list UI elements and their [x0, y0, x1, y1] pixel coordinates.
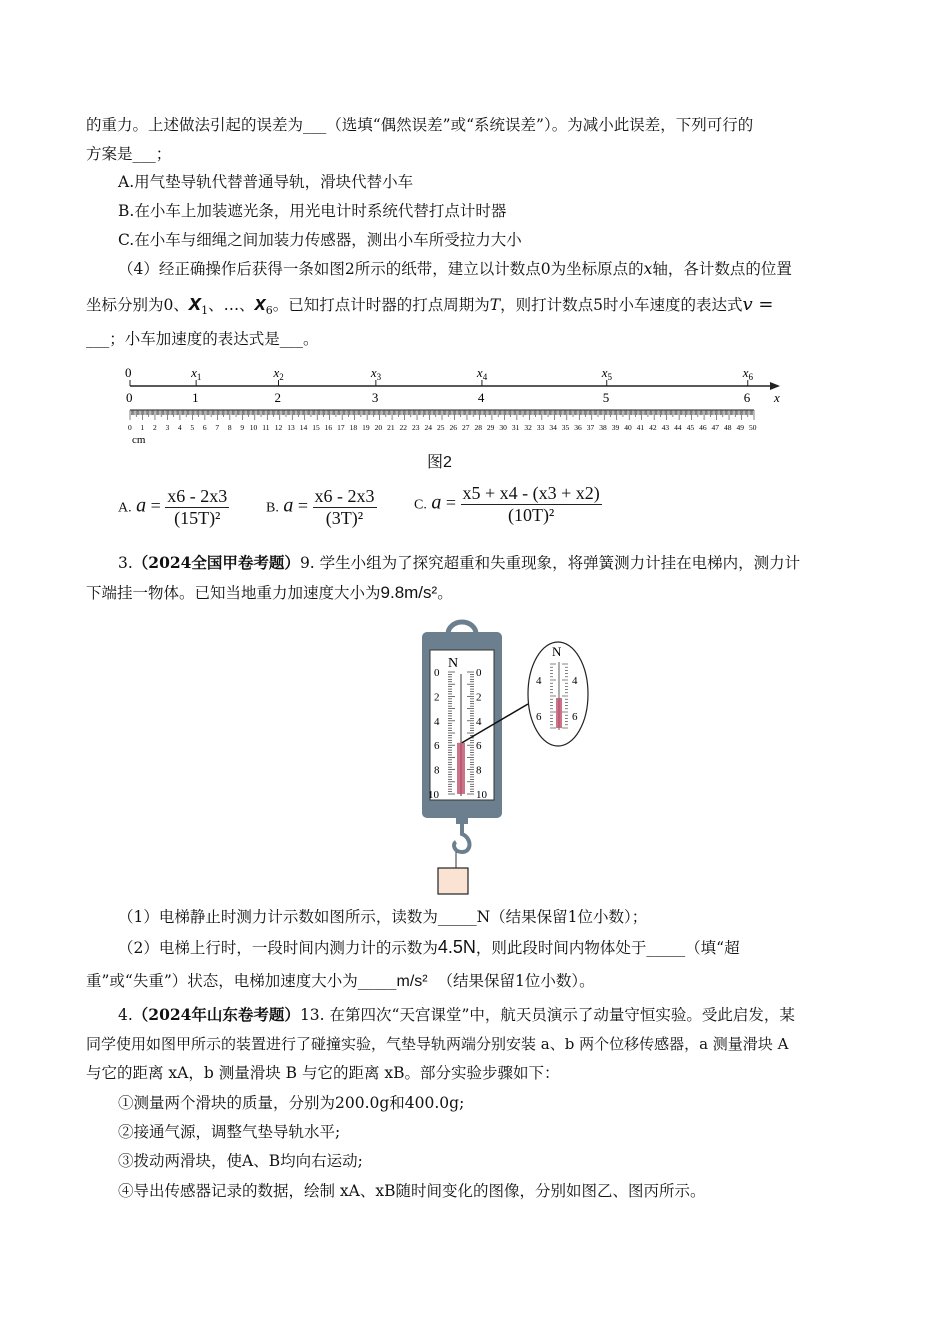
ruler-cm-label: 35	[561, 423, 570, 432]
ruler-cm-label: 18	[349, 423, 358, 432]
ruler-cm-label: 49	[736, 423, 745, 432]
ruler-cm-label: 22	[399, 423, 408, 432]
ruler-cm-label: 23	[412, 423, 420, 432]
ruler-cm-label: 3	[165, 423, 170, 432]
count-point-label: $x_5$	[601, 365, 613, 382]
indicator-bar	[457, 743, 465, 794]
q4-next-line-1: 4.（2024年山东卷考题）13. 在第四次“天宫课堂”中，航天员演示了动量守恒实验。受此启发，某	[118, 1005, 795, 1024]
count-point-label: $x_1$	[191, 365, 202, 382]
answer-a-den: (15T)²	[174, 508, 221, 528]
q3-sub-2a: （2）电梯上行时，一段时间内测力计的示数为4.5N，则此段时间内物体处于_____（填“超	[118, 937, 740, 957]
answer-c-num: x5 + x4 - (x3 + x2)	[462, 483, 600, 503]
ruler-cm-label: 29	[486, 423, 495, 432]
ruler-cm-label: 36	[574, 423, 582, 432]
ruler-cm-label: 34	[549, 423, 557, 432]
ruler-cm-label: 2	[152, 423, 157, 432]
answer-b-num: x6 - 2x3	[314, 486, 375, 506]
q4-next-line-3: 与它的距离 xA，b 测量滑块 B 与它的距离 xB。部分实验步骤如下：	[86, 1064, 560, 1082]
scale-label-left: 10	[428, 789, 439, 801]
scale-unit: N	[448, 656, 459, 671]
q4-line-3: ___；小车加速度的表达式是___。	[86, 330, 319, 348]
zoom-label-left: 6	[536, 711, 542, 723]
weight-block	[438, 868, 468, 894]
count-point-value: 4	[477, 390, 485, 405]
step-3: ③拨动两滑块，使A、B均向右运动;	[118, 1152, 363, 1170]
ruler-cm-label: 27	[461, 423, 470, 432]
ruler-cm-label: 1	[140, 423, 145, 432]
ruler-cm-label: 37	[586, 423, 595, 432]
ruler-cm-label: 31	[511, 423, 520, 432]
count-point-value: 3	[371, 390, 379, 405]
answer-a-num: x6 - 2x3	[167, 486, 228, 506]
ruler-cm-label: 8	[227, 423, 232, 432]
ruler-cm-label: 47	[711, 423, 720, 432]
option-b: B.在小车上加装遮光条，用光电计时系统代替打点计时器	[118, 202, 507, 220]
count-point-value: 2	[274, 390, 282, 405]
scale-label-right: 6	[476, 740, 482, 753]
step-4: ④导出传感器记录的数据，绘制 xA、xB随时间变化的图像，分别如图乙、图丙所示。	[118, 1182, 706, 1200]
zoom-label-left: 4	[536, 675, 542, 687]
scale-label-left: 8	[434, 764, 440, 777]
ruler-unit: cm	[132, 434, 146, 446]
ruler-cm-label: 6	[202, 423, 207, 432]
scale-label-right: 4	[476, 715, 482, 728]
text-line-1: 的重力。上述做法引起的误差为___（选填“偶然误差”或“系统误差”）。为减小此误差，下列可行的	[86, 116, 754, 134]
ruler-cm-label: 30	[499, 423, 507, 432]
q3-sub-2b: 重”或“失重”）状态，电梯加速度大小为_____m/s² （结果保留1位小数）。	[86, 972, 595, 990]
ruler-cm-label: 17	[337, 423, 345, 432]
scale-label-right: 8	[476, 764, 482, 777]
ruler-cm-label: 46	[699, 423, 707, 432]
ruler-cm-label: 26	[449, 423, 457, 432]
tape-ruler-figure	[118, 360, 778, 450]
ruler-cm-label: 12	[274, 423, 283, 432]
option-c: C.在小车与细绳之间加装力传感器，测出小车所受拉力大小	[118, 231, 522, 249]
axis-arrow-icon	[770, 382, 780, 390]
scale-label-left: 6	[434, 740, 440, 753]
scale-label-left: 4	[434, 715, 440, 728]
count-point-label: 0	[125, 365, 132, 380]
ruler-cm-label: 50	[749, 423, 757, 432]
answer-b: B. a = $\frac{x6 - 2x3}{\text{(3T)²}}$	[266, 486, 375, 528]
ruler-cm-label: 16	[324, 423, 333, 432]
figure-2-caption: 图2	[427, 454, 452, 471]
axis-x-label: x	[774, 390, 780, 405]
count-point-label: $x_6$	[742, 365, 754, 382]
q4-line-2: 坐标分别为0、$x_1$、…、$x_6$。已知打点计时器的打点周期为T，则打计数点5时小车速度的表达式v =	[86, 290, 774, 318]
ruler-cm-label: 41	[636, 423, 645, 432]
ruler-cm-label: 42	[649, 423, 657, 432]
ruler-cm-label: 11	[262, 423, 270, 432]
ruler-cm-label: 43	[661, 423, 670, 432]
text-line-2: 方案是___；	[86, 145, 172, 163]
hook-icon	[454, 824, 470, 852]
ruler-cm-label: 39	[611, 423, 620, 432]
count-point-label: $x_4$	[476, 365, 488, 382]
scale-label-left: 2	[434, 691, 440, 704]
count-point-value: 5	[602, 390, 610, 405]
q3-sub-1: （1）电梯静止时测力计示数如图所示，读数为_____N（结果保留1位小数）；	[118, 908, 648, 926]
ruler-cm-label: 13	[287, 423, 295, 432]
ruler-cm-label: 5	[190, 423, 195, 432]
ruler-cm-label: 44	[674, 423, 682, 432]
ruler-cm-label: 28	[474, 423, 482, 432]
answer-a: A. a = $\frac{x6 - 2x3}{\text{(15T)²}}$	[118, 486, 228, 528]
scale-label-right: 0	[476, 667, 482, 679]
zoom-unit: N	[552, 644, 562, 659]
scale-label-right: 10	[476, 789, 487, 801]
ruler-cm-label: 9	[240, 423, 245, 432]
count-point-value: 0	[126, 390, 133, 405]
zoom-label-right: 6	[572, 711, 578, 723]
answer-c: C. a = $\frac{x5 + x4 - (x3 + x2)}{\text{(10T)²}}$	[414, 483, 600, 525]
ruler-cm-label: 21	[387, 423, 395, 432]
count-point-label: $x_2$	[273, 365, 284, 382]
option-a: A.用气垫导轨代替普通导轨，滑块代替小车	[118, 173, 414, 191]
ruler-cm-label: 15	[312, 423, 320, 432]
ruler-cm-label: 45	[686, 423, 695, 432]
ruler-cm-label: 0	[128, 423, 132, 432]
scale-label-right: 2	[476, 691, 482, 704]
step-2: ②接通气源，调整气垫导轨水平;	[118, 1123, 341, 1141]
q4-line-1: （4）经正确操作后获得一条如图2所示的纸带，建立以计数点0为坐标原点的x轴，各计数点的位置	[118, 260, 792, 278]
ruler-cm-label: 7	[215, 423, 220, 432]
ruler-cm-label: 19	[362, 423, 370, 432]
count-point-value: 6	[743, 390, 751, 405]
ruler-cm-label: 4	[177, 423, 182, 432]
ruler-cm-label: 38	[599, 423, 607, 432]
scale-label-left: 0	[434, 667, 440, 679]
zoom-indicator	[556, 698, 562, 728]
answer-c-den: (10T)²	[507, 505, 555, 525]
count-point-label: $x_3$	[370, 365, 382, 382]
ruler-cm-label: 24	[424, 423, 433, 432]
ruler-cm-label: 14	[299, 423, 308, 432]
spring-scale-figure	[410, 612, 610, 898]
ruler-cm-label: 20	[374, 423, 383, 432]
step-1: ①测量两个滑块的质量，分别为200.0g和400.0g;	[118, 1094, 465, 1112]
q3-line-1: 3.（2024全国甲卷考题）9. 学生小组为了探究超重和失重现象，将弹簧测力计挂在电梯内，测力计	[118, 553, 801, 572]
ruler-cm-label: 10	[249, 423, 258, 432]
ruler-cm-label: 48	[724, 423, 732, 432]
q3-line-2: 下端挂一物体。已知当地重力加速度大小为9.8m/s²。	[86, 583, 453, 602]
ruler-cm-label: 33	[536, 423, 545, 432]
zoom-label-right: 4	[572, 675, 578, 687]
ruler-cm-label: 40	[624, 423, 632, 432]
ruler-cm-label: 25	[437, 423, 445, 432]
q4-next-line-2: 同学使用如图甲所示的装置进行了碰撞实验，气垫导轨两端分别安装 a、b 两个位移传感器，a 测量滑块 A	[86, 1035, 789, 1053]
ruler-cm-label: 32	[524, 423, 532, 432]
count-point-value: 1	[192, 390, 199, 405]
answer-b-den: (3T)²	[325, 508, 364, 528]
hook-base	[456, 818, 468, 824]
